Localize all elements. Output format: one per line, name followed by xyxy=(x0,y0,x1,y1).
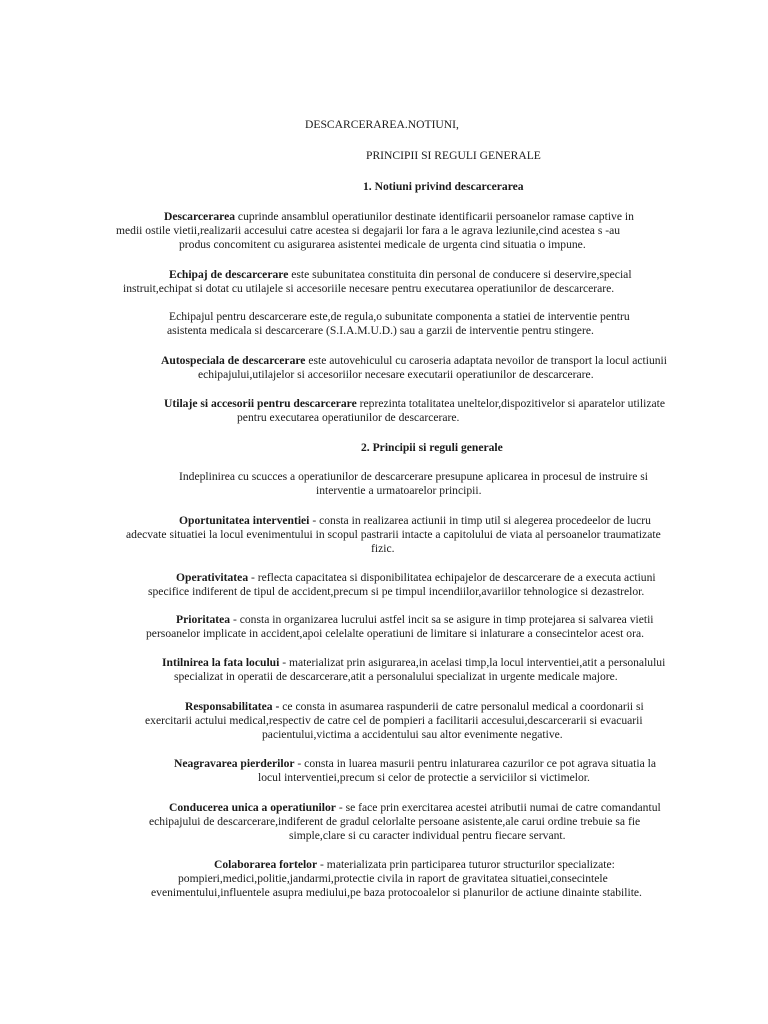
paragraph-echipaj: Echipaj de descarcerare este subunitatea constituita din personal de conducere si deservire,special xyxy=(169,268,632,281)
term-neagravarea: Neagravarea pierderilor xyxy=(174,757,295,770)
paragraph-neagravarea: Neagravarea pierderilor - consta in luarea masurii pentru inlaturarea cazurilor ce pot agrava situatia la xyxy=(174,757,657,770)
term-autospeciala: Autospeciala de descarcerare xyxy=(161,354,306,367)
paragraph-line: pentru executarea operatiunilor de descarcerare. xyxy=(237,411,460,424)
paragraph-line: simple,clare si cu caracter individual pentru fiecare servant. xyxy=(289,829,566,842)
paragraph-line: exercitarii actului medical,respectiv de catre cel de pompieri a facilitarii accesului,descarcerarii si evacuarii xyxy=(145,714,643,727)
paragraph-operativitatea: Operativitatea - reflecta capacitatea si disponibilitatea echipajelor de descarcerare de a executa actiuni xyxy=(176,571,656,584)
paragraph-responsabilitatea: Responsabilitatea - ce consta in asumarea raspunderii de catre personalul medical a coordonarii si xyxy=(185,700,644,713)
paragraph-line: specializat in operatii de descarcerare,atit a personalului specializat in urgente medicale majore. xyxy=(174,670,618,683)
paragraph-line: medii ostile vietii,realizarii accesului catre acestea si degajarii lor fara a le agrava leziunile,cind acestea s -au xyxy=(116,224,621,237)
paragraph-colaborarea: Colaborarea fortelor - materializata prin participarea tuturor structurilor specializate: xyxy=(214,858,615,871)
document-title: DESCARCERAREA.NOTIUNI, xyxy=(305,118,459,131)
term-colaborarea: Colaborarea fortelor xyxy=(214,858,318,871)
paragraph-line: adecvate situatiei la locul evenimentului in scopul pastrarii intacte a capitolului de viata al persoanelor traumatizate xyxy=(126,528,661,541)
paragraph-line: interventie a urmatoarelor principii. xyxy=(316,484,482,497)
paragraph-oportunitatea: Oportunitatea interventiei - consta in realizarea actiunii in timp util si alegerea procedeelor de lucru xyxy=(179,514,651,527)
paragraph-indeplinirea: Indeplinirea cu scucces a operatiunilor de descarcerare presupune aplicarea in procesul de instruire si xyxy=(179,470,649,483)
paragraph-conducerea: Conducerea unica a operatiunilor - se face prin exercitarea acestei atributii numai de catre comandantul xyxy=(169,801,661,814)
paragraph-line: produs concomitent cu asigurarea asistentei medicale de urgenta cind situatia o impune. xyxy=(179,238,586,251)
paragraph-line: pacientului,victima a accidentului sau altor evenimente negative. xyxy=(262,728,563,741)
paragraph-line: specifice indiferent de tipul de accident,precum si pe timpul incendiilor,avariilor tehnologice si dezastrelor. xyxy=(148,585,645,598)
term-operativitatea: Operativitatea xyxy=(176,571,249,584)
paragraph-line: asistenta medicala si descarcerare (S.I.A.M.U.D.) sau a garzii de interventie pentru stingere. xyxy=(167,324,594,337)
document-subtitle: PRINCIPII SI REGULI GENERALE xyxy=(366,149,541,162)
paragraph-utilaje: Utilaje si accesorii pentru descarcerare reprezinta totalitatea uneltelor,dispozitivelor si aparatelor utilizate xyxy=(164,397,665,410)
paragraph-line: fizic. xyxy=(371,542,395,555)
paragraph-line: instruit,echipat si dotat cu utilajele si accesoriile necesare pentru executarea operatiunilor de descarcerare. xyxy=(123,282,615,295)
section-heading-2: 2. Principii si reguli generale xyxy=(361,441,503,454)
term-conducerea: Conducerea unica a operatiunilor xyxy=(169,801,336,814)
paragraph-line: echipajului,utilajelor si accesoriilor necesare executarii operatiunilor de descarcerare. xyxy=(198,368,594,381)
term-prioritatea: Prioritatea xyxy=(176,613,231,626)
paragraph-descarcerarea: Descarcerarea cuprinde ansamblul operatiunilor destinate identificarii persoanelor ramase captive in xyxy=(164,210,634,223)
term-responsabilitatea: Responsabilitatea - xyxy=(185,700,280,713)
term-descarcerarea: Descarcerarea xyxy=(164,210,236,223)
paragraph-line: locul interventiei,precum si celor de protectie a serviciilor si victimelor. xyxy=(258,771,590,784)
paragraph-intilnirea: Intilnirea la fata locului - materializat prin asigurarea,in acelasi timp,la locul interventiei,atit a personalului xyxy=(162,656,666,669)
paragraph-autospeciala: Autospeciala de descarcerare este autovehiculul cu caroseria adaptata nevoilor de transport la locul actiunii xyxy=(161,354,667,367)
paragraph-prioritatea: Prioritatea - consta in organizarea lucrului astfel incit sa se asigure in timp protejarea si salvarea vietii xyxy=(176,613,654,626)
section-heading-1: 1. Notiuni privind descarcerarea xyxy=(363,180,524,193)
paragraph-echipajul: Echipajul pentru descarcerare este,de regula,o subunitate componenta a statiei de interventie pentru xyxy=(169,310,630,323)
paragraph-line: persoanelor implicate in accident,apoi celelalte operatiuni de limitare si inlaturare a consecintelor acest ora. xyxy=(146,627,644,640)
term-intilnirea: Intilnirea la fata locului xyxy=(162,656,280,669)
term-echipaj: Echipaj de descarcerare xyxy=(169,268,289,281)
term-oportunitatea: Oportunitatea interventiei xyxy=(179,514,310,527)
paragraph-line: evenimentului,influentele asupra mediului,pe baza protocoalelor si planurilor de actiune dinainte stabilite. xyxy=(151,886,642,899)
paragraph-line: pompieri,medici,politie,jandarmi,protectie civila in raport de gravitatea situatiei,consecintele xyxy=(178,872,608,885)
paragraph-line: echipajului de descarcerare,indiferent de gradul celorlalte persoane asistente,ale carui ordine trebuie sa fie xyxy=(149,815,641,828)
term-utilaje: Utilaje si accesorii pentru descarcerare xyxy=(164,397,357,410)
